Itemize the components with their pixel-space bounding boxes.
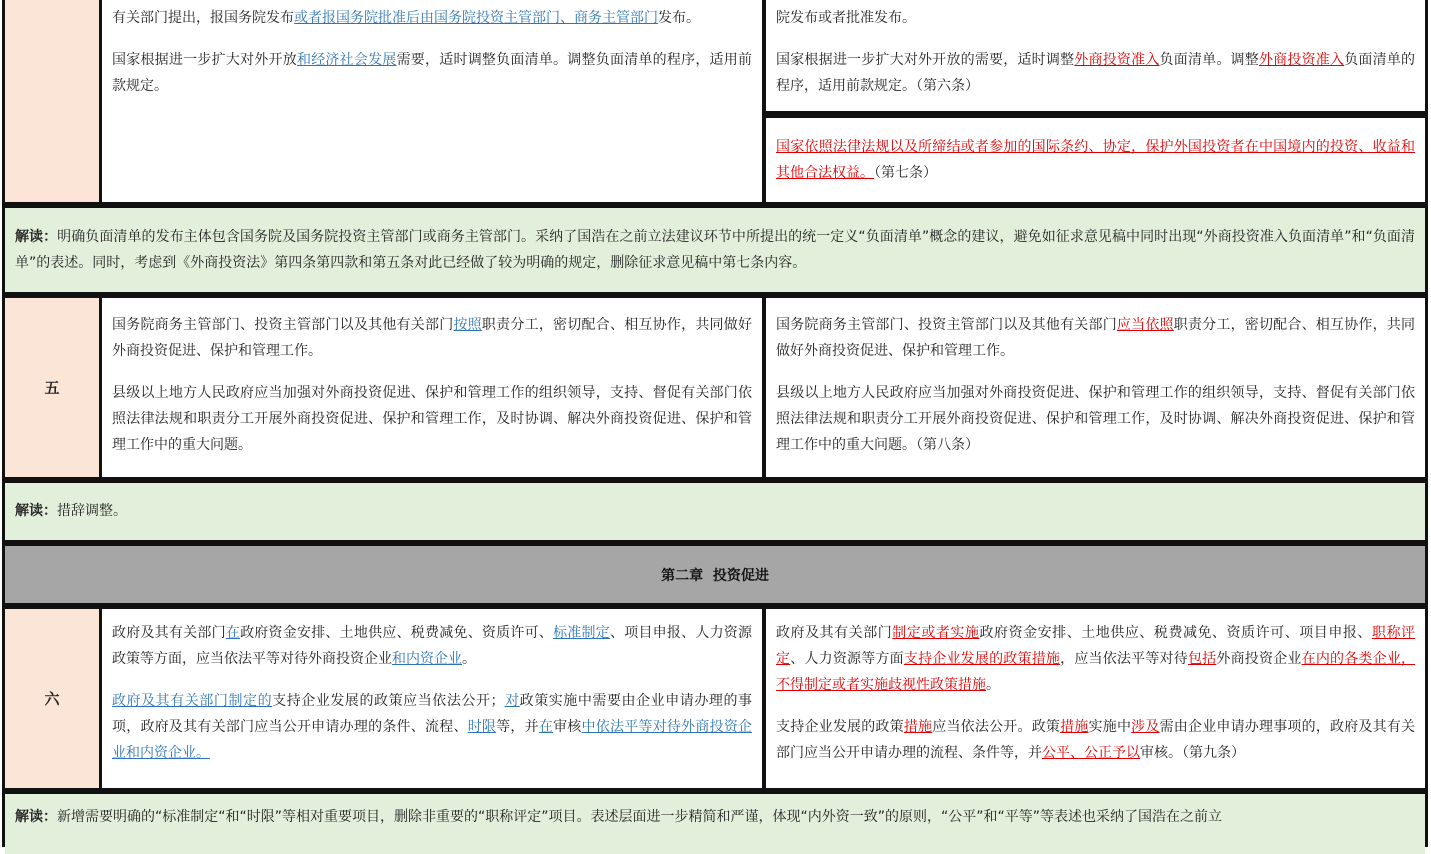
- new-text-cell: [766, 609, 1425, 788]
- paragraph: 县级以上地方人民政府应当加强对外商投资促进、保护和管理工作的组织领导，支持、督促有关部门依照法律法规和职责分工开展外商投资促进、保护和管理工作，及时协调、解决外商投资促进、保护和管理工作中的重大问题。（第八条）: [776, 385, 1415, 453]
- paragraph: 国务院商务主管部门、投资主管部门以及其他有关部门应当依照职责分工，密切配合、相互协作，共同做好外商投资促进、保护和管理工作。: [776, 317, 1416, 359]
- row-number-cell: [5, 0, 99, 202]
- paragraph: 院发布或者批准发布。: [776, 10, 916, 26]
- revised-text: 时限: [467, 719, 497, 735]
- paragraph: 政府及其有关部门在政府资金安排、土地供应、税费减免、资质许可、标准制定、项目申报、人力资源政策等方面，应当依法平等对待外商投资企业和内资企业。: [112, 625, 753, 667]
- paragraph: 解读：明确负面清单的发布主体包含国务院及国务院投资主管部门或商务主管部门。采纳了国浩在之前立法建议环节中所提出的统一定义“负面清单”概念的建议，避免如征求意见稿中同时出现“外商投资准入负面清单”和“负面清单”的表述。同时，考虑到《外商投资法》第四条第四款和第五条对此已经做了较为明确的规定，删除征求意见稿中第七条内容。: [15, 229, 1415, 271]
- revised-text: 按照: [453, 317, 482, 333]
- interpretation-label: 解读：: [15, 503, 57, 519]
- amended-text: 职称评定: [776, 625, 1416, 667]
- revised-text: 在: [225, 625, 241, 641]
- amended-text: 制定或者实施: [892, 625, 980, 641]
- revised-text: 政府及其有关部门制定的: [112, 693, 273, 709]
- paragraph: 国务院商务主管部门、投资主管部门以及其他有关部门按照职责分工，密切配合、相互协作，共同做好外商投资促进、保护和管理工作。: [112, 317, 753, 359]
- paragraph: 解读：措辞调整。: [15, 503, 127, 519]
- interpretation-cell: [5, 794, 1425, 854]
- amended-text: 措施: [1060, 719, 1089, 735]
- paragraph: 国家根据进一步扩大对外开放和经济社会发展需要，适时调整负面清单。调整负面清单的程序，适用前款规定。: [112, 52, 753, 94]
- row-number: 六: [44, 690, 60, 708]
- revised-text: 或者报国务院批准后由国务院投资主管部门、商务主管部门: [294, 10, 658, 26]
- paragraph: 县级以上地方人民政府应当加强对外商投资促进、保护和管理工作的组织领导，支持、督促有关部门依照法律法规和职责分工开展外商投资促进、保护和管理工作，及时协调、解决外商投资促进、保护和管理工作中的重大问题。: [112, 385, 752, 453]
- new-text-cell: [766, 118, 1425, 202]
- row-number-cell: [5, 298, 99, 477]
- amended-text: 包括: [1187, 651, 1217, 667]
- paragraph: 有关部门提出，报国务院发布或者报国务院批准后由国务院投资主管部门、商务主管部门发布。: [112, 10, 700, 26]
- old-text-cell: [102, 298, 762, 477]
- new-text-cell: [766, 0, 1425, 111]
- revised-text: 标准制定: [553, 625, 610, 641]
- amended-text: 外商投资准入: [1258, 52, 1345, 68]
- row-number-cell: [5, 609, 99, 788]
- paragraph: 解读：新增需要明确的“标准制定“和“时限”等相对重要项目，删除非重要的“职称评定”项目。表述层面进一步精简和严谨，体现“内外资一致”的原则，“公平”和“平等”等表述也采纳了国浩在之前立: [15, 809, 1223, 825]
- amended-text: 支持企业发展的政策措施: [903, 651, 1061, 667]
- amended-text: 外商投资准入: [1074, 52, 1160, 68]
- paragraph: 支持企业发展的政策措施应当依法公开。政策措施实施中涉及需由企业申请办理事项的，政府及其有关部门应当公开申请办理的流程、条件等，并公平、公正予以审核。（第九条）: [776, 719, 1416, 761]
- old-text-cell: [102, 0, 762, 202]
- amended-text: 涉及: [1131, 719, 1160, 735]
- paragraph: 政府及其有关部门制定的支持企业发展的政策应当依法公开；对政策实施中需要由企业申请办理的事项，政府及其有关部门应当公开申请办理的条件、流程、时限等，并在审核中依法平等对待外商投资企业和内资企业。: [112, 693, 753, 761]
- amended-text: 公平、公正予以: [1042, 745, 1140, 761]
- revised-text: 和经济社会发展: [296, 52, 397, 68]
- interpretation-label: 解读：: [15, 229, 58, 245]
- interpretation-cell: [5, 483, 1425, 540]
- amended-text: 在内的各类企业，不得制定或者实施歧视性政策措施: [776, 651, 1416, 693]
- row-number: 五: [44, 379, 60, 397]
- comparison-table: [2, 0, 1428, 847]
- new-text-cell: [766, 298, 1425, 477]
- chapter-title: 第二章 投资促进: [661, 567, 769, 584]
- paragraph: 国家依照法律法规以及所缔结或者参加的国际条约、协定，保护外国投资者在中国境内的投资、收益和其他合法权益。（第七条）: [776, 139, 1415, 181]
- chapter-heading: [5, 546, 1425, 603]
- revised-text: 和内资企业: [392, 651, 462, 667]
- paragraph: 政府及其有关部门制定或者实施政府资金安排、土地供应、税费减免、资质许可、项目申报、职称评定、人力资源等方面支持企业发展的政策措施，应当依法平等对待包括外商投资企业在内的各类企业，不得制定或者实施歧视性政策措施。: [776, 625, 1416, 693]
- interpretation-cell: [5, 208, 1425, 292]
- revised-text: 对: [504, 693, 520, 709]
- interpretation-label: 解读：: [15, 809, 57, 825]
- revised-text: 在: [538, 719, 554, 735]
- old-text-cell: [102, 609, 762, 788]
- amended-text: 措施: [903, 719, 933, 735]
- paragraph: 国家根据进一步扩大对外开放的需要，适时调整外商投资准入负面清单。调整外商投资准入负面清单的程序，适用前款规定。（第六条）: [776, 52, 1416, 94]
- revised-text: 中依法平等对待外商投资企业和内资企业。: [112, 719, 753, 761]
- amended-text: 国家依照法律法规以及所缔结或者参加的国际条约、协定，保护外国投资者在中国境内的投资、收益和其他合法权益。: [776, 139, 1415, 181]
- amended-text: 应当依照: [1116, 317, 1174, 333]
